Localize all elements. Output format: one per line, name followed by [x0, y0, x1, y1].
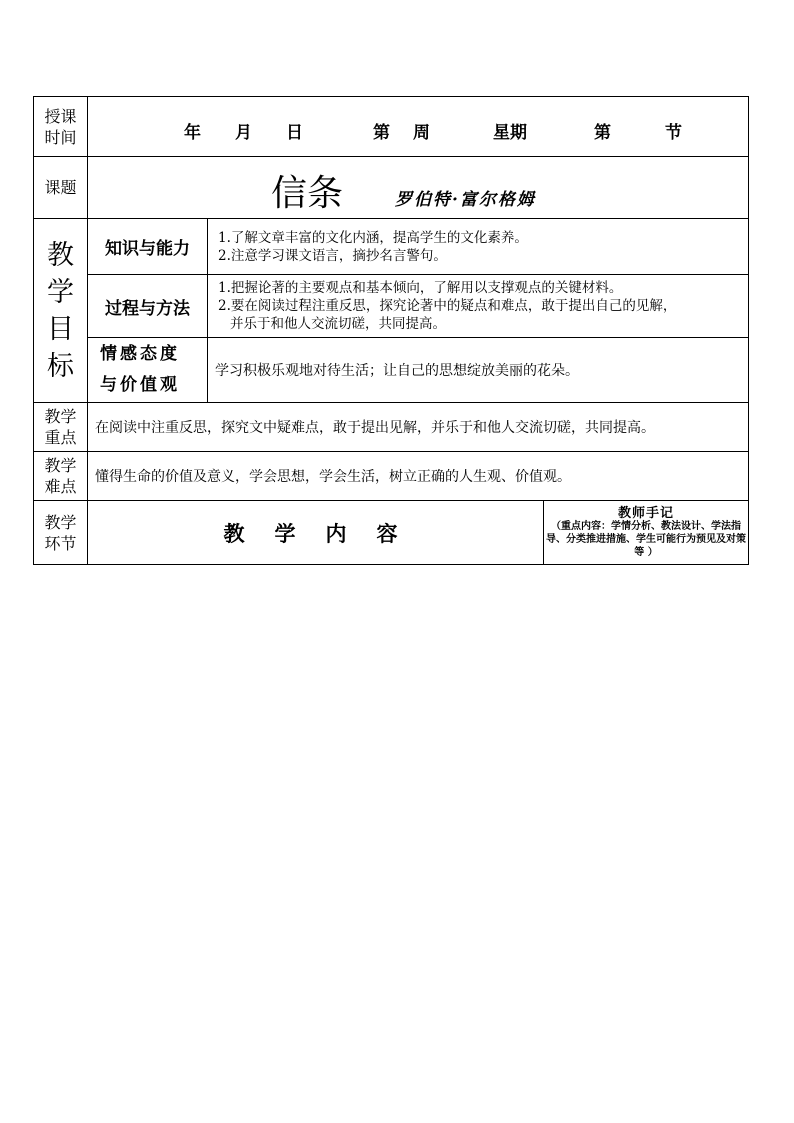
stage-label-line-1: 教学	[44, 512, 77, 532]
objectives-label-char-2: 学	[47, 276, 74, 308]
period-field: 节	[665, 123, 682, 143]
topic-row	[34, 157, 749, 219]
emotion-text: 学习积极乐观地对待生活；让自己的思想绽放美丽的花朵。	[208, 338, 749, 403]
time-label-line-1: 授课	[44, 106, 77, 126]
key-points-label-line-2: 重点	[44, 428, 77, 447]
topic-cell	[88, 157, 749, 219]
month-field: 月	[235, 123, 252, 143]
difficulties-text: 懂得生命的价值及意义，学会思想，学会生活，树立正确的人生观、价值观。	[88, 452, 749, 501]
emotion-label	[88, 338, 208, 403]
stage-row	[34, 501, 749, 565]
knowledge-line-1: 1.了解文章丰富的文化内涵，提高学生的文化素养。	[218, 229, 528, 246]
key-points-label	[34, 403, 88, 452]
stage-label	[34, 501, 88, 565]
content-heading: 教学内容	[88, 501, 544, 565]
difficulties-label	[34, 452, 88, 501]
process-line-3: 并乐于和他人交流切磋，共同提高。	[230, 316, 446, 332]
emotion-label-line-2: 与价值观	[100, 375, 180, 395]
objectives-label-char-4: 标	[47, 350, 74, 382]
key-points-text: 在阅读中注重反思，探究文中疑难点，敢于提出见解，并乐于和他人交流切磋，共同提高。	[88, 403, 749, 452]
week-field: 周	[413, 123, 430, 143]
difficulties-label-line-2: 难点	[44, 477, 77, 496]
knowledge-text	[208, 219, 749, 275]
process-label: 过程与方法	[88, 275, 208, 338]
date-fields	[88, 97, 749, 157]
objectives-label-char-3: 目	[47, 313, 74, 345]
key-points-label-line-1: 教学	[44, 407, 77, 426]
teacher-notes-cell	[544, 501, 749, 565]
objective-knowledge-row	[34, 219, 749, 275]
period-prefix: 第	[594, 123, 611, 143]
year-field: 年	[184, 123, 201, 143]
lesson-plan-table	[33, 96, 749, 565]
lesson-plan-sheet	[33, 96, 748, 565]
day-field: 日	[286, 123, 303, 143]
weekday-field: 星期	[493, 123, 527, 143]
lesson-author: 罗伯特·富尔格姆	[395, 190, 536, 210]
objective-emotion-row	[34, 338, 749, 403]
week-prefix: 第	[373, 123, 390, 143]
objectives-label-char-1: 教	[47, 239, 74, 271]
objective-process-row	[34, 275, 749, 338]
topic-label: 课题	[34, 157, 88, 219]
emotion-label-line-1: 情感态度	[100, 344, 180, 364]
knowledge-label: 知识与能力	[88, 219, 208, 275]
stage-label-line-2: 环节	[44, 533, 77, 553]
lesson-title: 信条	[271, 173, 344, 214]
process-text	[208, 275, 749, 338]
time-label	[34, 97, 88, 157]
objectives-label	[34, 219, 88, 403]
difficulties-label-line-1: 教学	[44, 456, 77, 475]
process-line-1: 1.把握论著的主要观点和基本倾向，了解用以支撑观点的关键材料。	[218, 280, 623, 296]
difficulties-row	[34, 452, 749, 501]
key-points-row	[34, 403, 749, 452]
teacher-notes-desc: （重点内容：学情分析、教法设计、学法指导、分类推进措施、学生可能行为预见及对策等 ）	[546, 520, 746, 558]
time-row	[34, 97, 749, 157]
time-label-line-2: 时间	[44, 127, 77, 147]
knowledge-line-2: 2.注意学习课文语言，摘抄名言警句。	[218, 247, 447, 264]
teacher-notes-title: 教师手记	[618, 505, 675, 521]
process-line-2: 2.要在阅读过程注重反思，探究论著中的疑点和难点，敢于提出自己的见解，	[218, 298, 677, 314]
